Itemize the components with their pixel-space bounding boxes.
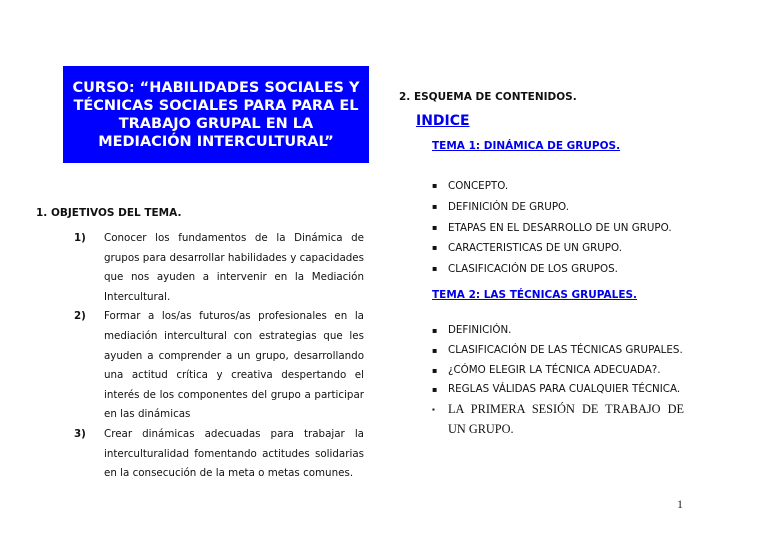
indice-link[interactable]: INDICE bbox=[416, 113, 470, 129]
objetivo-number: 2) bbox=[74, 310, 86, 323]
objetivo-number: 1) bbox=[74, 232, 86, 244]
course-title-line: TÉCNICAS SOCIALES PARA PARA EL bbox=[73, 97, 359, 114]
tema1-item: ▪ DEFINICIÓN DE GRUPO. bbox=[432, 197, 684, 218]
page-number: 1 bbox=[677, 497, 683, 511]
objetivo-number: 3) bbox=[74, 427, 86, 440]
esquema-heading: 2. ESQUEMA DE CONTENIDOS. bbox=[399, 91, 577, 103]
objetivo-text: Conocer los fundamentos de la Dinámica de grupos para desarrollar habilidades y capacidades que nos ayuden a intervenir en la Mediación Intercultural. bbox=[104, 232, 364, 303]
tema1-item: ▪ CONCEPTO. bbox=[432, 176, 684, 197]
objetivo-item bbox=[74, 229, 364, 307]
objetivo-text: Formar a los/as futuros/as profesionales en la mediación intercultural con estrategias que les ayuden a comprender a un grupo, desarrollando una actitud crítica y creativa despertando el interés de los componentes del grupo a participar en las dinámicas bbox=[104, 310, 364, 421]
tema2-item: ▪ DEFINICIÓN. bbox=[432, 321, 684, 341]
tema1-item: ▪ CARACTERISTICAS DE UN GRUPO. bbox=[432, 238, 684, 259]
course-title-line: MEDIACIÓN INTERCULTURAL” bbox=[98, 133, 334, 150]
tema1-link[interactable]: TEMA 1: DINÁMICA DE GRUPOS. bbox=[432, 140, 621, 152]
tema2-item: ▪ CLASIFICACIÓN DE LAS TÉCNICAS GRUPALES. bbox=[432, 341, 684, 361]
course-title-line: CURSO: “HABILIDADES SOCIALES Y bbox=[72, 79, 360, 96]
tema1-item: ▪ CLASIFICACIÓN DE LOS GRUPOS. bbox=[432, 259, 684, 280]
objetivos-heading: 1. OBJETIVOS DEL TEMA. bbox=[36, 207, 182, 219]
tema2-item: ▪ ¿CÓMO ELEGIR LA TÉCNICA ADECUADA?. bbox=[432, 361, 684, 381]
tema2-item: ▪ REGLAS VÁLIDAS PARA CUALQUIER TÉCNICA. bbox=[432, 380, 684, 400]
objetivo-item bbox=[74, 425, 364, 484]
objetivo-text: Crear dinámicas adecuadas para trabajar la interculturalidad fomentando actitudes solidarias en la consecución de la meta o metas comunes. bbox=[104, 427, 364, 480]
tema2-link[interactable]: TEMA 2: LAS TÉCNICAS GRUPALES. bbox=[432, 289, 638, 301]
tema2-list bbox=[432, 321, 684, 440]
tema1-list bbox=[432, 176, 684, 280]
course-title bbox=[72, 79, 359, 151]
tema1-item: ▪ ETAPAS EN EL DESARROLLO DE UN GRUPO. bbox=[432, 218, 684, 239]
course-title-box bbox=[63, 66, 369, 163]
objetivo-item bbox=[74, 307, 364, 425]
course-title-line: TRABAJO GRUPAL EN LA bbox=[118, 115, 314, 132]
tema2-item: ▪ LA PRIMERA SESIÓN DE TRABAJO DE UN GRUPO. bbox=[432, 400, 684, 440]
objetivos-list bbox=[74, 229, 364, 484]
